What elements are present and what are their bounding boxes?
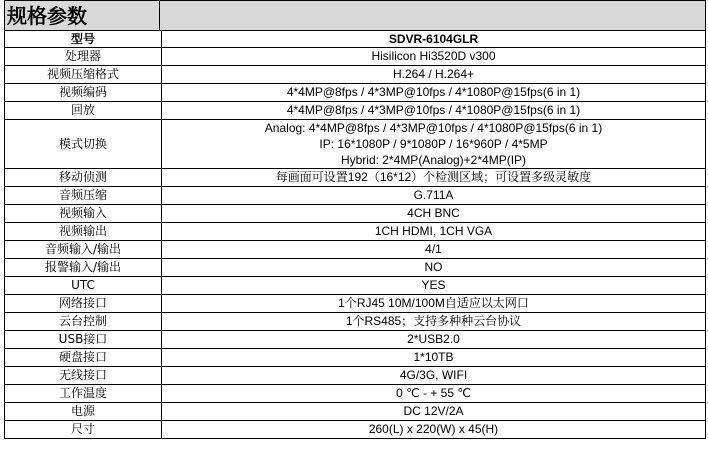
title-row bbox=[4, 0, 706, 30]
spec-row bbox=[5, 313, 706, 331]
spec-row bbox=[5, 403, 706, 421]
spec-value: 每画面可设置192（16*12）个检测区域；可设置多级灵敏度 bbox=[162, 169, 706, 187]
spec-label: 音频压缩 bbox=[5, 187, 162, 205]
spec-value: 1个RJ45 10M/100M自适应以太网口 bbox=[162, 295, 706, 313]
spec-row bbox=[5, 48, 706, 66]
spec-value: 1个RS485；支持多种种云台协议 bbox=[162, 313, 706, 331]
spec-label: 视频编码 bbox=[5, 84, 162, 102]
spec-value: 4CH BNC bbox=[162, 205, 706, 223]
spec-value: 1*10TB bbox=[162, 349, 706, 367]
spec-value: 1CH HDMI, 1CH VGA bbox=[162, 223, 706, 241]
spec-row bbox=[5, 385, 706, 403]
spec-value: 4G/3G, WIFI bbox=[162, 367, 706, 385]
spec-row bbox=[5, 421, 706, 439]
header-value: SDVR-6104GLR bbox=[162, 31, 706, 48]
spec-value: DC 12V/2A bbox=[162, 403, 706, 421]
spec-row bbox=[5, 349, 706, 367]
spec-value: Hisilicon Hi3520D v300 bbox=[162, 48, 706, 66]
spec-label: 视频输出 bbox=[5, 223, 162, 241]
spec-value: G.711A bbox=[162, 187, 706, 205]
spec-row bbox=[5, 259, 706, 277]
spec-value: 2*USB2.0 bbox=[162, 331, 706, 349]
spec-label: 电源 bbox=[5, 403, 162, 421]
spec-label: 处理器 bbox=[5, 48, 162, 66]
title-fill bbox=[160, 0, 706, 30]
spec-label: USB接口 bbox=[5, 331, 162, 349]
spec-label: 视频输入 bbox=[5, 205, 162, 223]
spec-row bbox=[5, 169, 706, 187]
spec-value: 4*4MP@8fps / 4*3MP@10fps / 4*1080P@15fps(6 in 1) bbox=[162, 84, 706, 102]
spec-value-line: Analog: 4*4MP@8fps / 4*3MP@10fps / 4*1080P@15fps(6 in 1) bbox=[264, 121, 603, 135]
sheet-title: 规格参数 bbox=[4, 0, 160, 30]
spec-label: 模式切换 bbox=[5, 120, 162, 169]
spec-row bbox=[5, 102, 706, 120]
spec-row bbox=[5, 223, 706, 241]
spec-row bbox=[5, 187, 706, 205]
spec-sheet bbox=[4, 0, 706, 439]
spec-row bbox=[5, 277, 706, 295]
header-label: 型号 bbox=[5, 31, 162, 48]
spec-value-line: IP: 16*1080P / 9*1080P / 16*960P / 4*5MP bbox=[319, 137, 548, 151]
spec-row bbox=[5, 331, 706, 349]
spec-label: 音频输入/输出 bbox=[5, 241, 162, 259]
spec-value: YES bbox=[162, 277, 706, 295]
spec-row bbox=[5, 367, 706, 385]
spec-row bbox=[5, 295, 706, 313]
spec-label: 网络接口 bbox=[5, 295, 162, 313]
spec-label: 报警输入/输出 bbox=[5, 259, 162, 277]
spec-label: 工作温度 bbox=[5, 385, 162, 403]
spec-value: NO bbox=[162, 259, 706, 277]
spec-label: 云台控制 bbox=[5, 313, 162, 331]
spec-row bbox=[5, 241, 706, 259]
spec-label: 视频压缩格式 bbox=[5, 66, 162, 84]
spec-label: 无线接口 bbox=[5, 367, 162, 385]
spec-row bbox=[5, 66, 706, 84]
spec-value: 260(L) x 220(W) x 45(H) bbox=[162, 421, 706, 439]
spec-label: UTC bbox=[5, 277, 162, 295]
spec-value: 4*4MP@8fps / 4*3MP@10fps / 4*1080P@15fps(6 in 1) bbox=[162, 102, 706, 120]
spec-table bbox=[4, 30, 706, 439]
spec-value-line: Hybrid: 2*4MP(Analog)+2*4MP(IP) bbox=[340, 153, 527, 167]
spec-value-multiline bbox=[162, 120, 706, 169]
spec-label: 尺寸 bbox=[5, 421, 162, 439]
spec-value: H.264 / H.264+ bbox=[162, 66, 706, 84]
spec-value: 4/1 bbox=[162, 241, 706, 259]
spec-value: 0 ℃ - + 55 ℃ bbox=[162, 385, 706, 403]
spec-label: 回放 bbox=[5, 102, 162, 120]
spec-label: 硬盘接口 bbox=[5, 349, 162, 367]
spec-label: 移动侦测 bbox=[5, 169, 162, 187]
spec-row bbox=[5, 205, 706, 223]
spec-row bbox=[5, 84, 706, 102]
header-row bbox=[5, 31, 706, 48]
spec-row bbox=[5, 120, 706, 169]
